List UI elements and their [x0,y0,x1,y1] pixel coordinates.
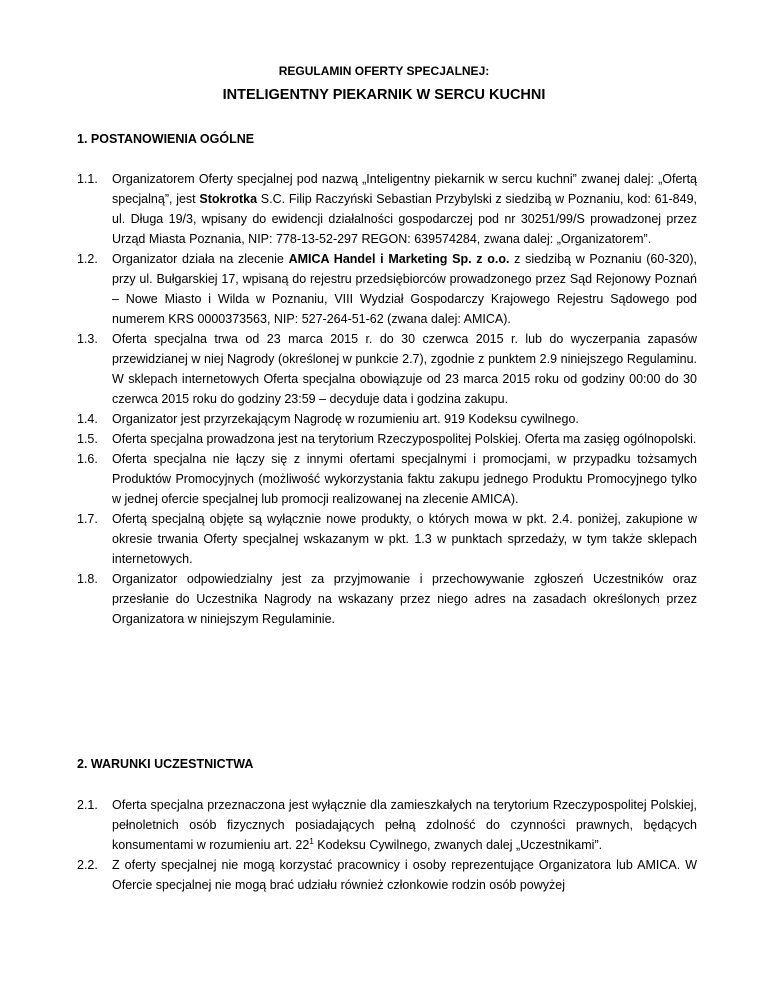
clause-1-2: 1.2. Organizator działa na zlecenie AMICA Handel i Marketing Sp. z o.o. z siedzibą w Poznaniu (60-320), przy ul. Bułgarskiej 17, wpisaną do rejestru przedsiębiorców prowadzonego przez Sąd Rejonowy Poznań – Nowe Miasto i Wilda w Poznaniu, VIII Wydział Gospodarczy Krajowego Rejestru Sądowego pod numerem KRS 0000373563, NIP: 527-264-51-62 (zwana dalej: AMICA). [77,249,697,329]
clause-number: 1.2. [77,252,98,266]
clause-1-4: 1.4. Organizator jest przyrzekającym Nagrodę w rozumieniu art. 919 Kodeksu cywilnego. [77,409,697,429]
section-1-list [77,169,697,629]
clause-1-8: 1.8. Organizator odpowiedzialny jest za przyjmowanie i przechowywanie zgłoszeń Uczestników oraz przesłanie do Uczestnika Nagrody na wskazany przez niego adres na zasadach określonych przez Organizatora w niniejszym Regulaminie. [77,569,697,629]
clause-number: 1.1. [77,172,98,186]
clause-1-7: 1.7. Ofertą specjalną objęte są wyłącznie nowe produkty, o których mowa w pkt. 2.4. poniżej, zakupione w okresie trwania Oferty specjalnej wskazanym w pkt. 1.3 w punktach sprzedaży, w tym także sklepach internetowych. [77,509,697,569]
clause-2-2: 2.2. Z oferty specjalnej nie mogą korzystać pracownicy i osoby reprezentujące Organizatora lub AMICA. W Ofercie specjalnej nie mogą brać udziału również członkowie rodzin osób powyżej [77,855,697,895]
section-2-list [77,795,697,895]
clause-number: 2.1. [77,798,98,812]
clause-1-6: 1.6. Oferta specjalna nie łączy się z innymi ofertami specjalnymi i promocjami, w przypadku tożsamych Produktów Promocyjnych (możliwość wykorzystania faktu zakupu jednego Produktu Promocyjnego tylko w jednej ofercie specjalnej lub promocji realizowanej na zlecenie AMICA). [77,449,697,509]
company-name: AMICA Handel i Marketing Sp. z o.o. [288,252,510,266]
clause-number: 1.3. [77,332,98,346]
clause-number: 1.5. [77,432,98,446]
document-supertitle: REGULAMIN OFERTY SPECJALNEJ: [278,64,490,78]
section-2-heading: 2. WARUNKI UCZESTNICTWA [77,757,254,771]
organizer-name: Stokrotka [199,192,258,206]
clause-number: 1.8. [77,572,98,586]
clause-number: 1.7. [77,512,98,526]
clause-number: 2.2. [77,858,98,872]
document-title: INTELIGENTNY PIEKARNIK W SERCU KUCHNI [222,87,546,103]
footnote-superscript: 1 [309,836,314,846]
section-1-heading: 1. POSTANOWIENIA OGÓLNE [77,132,255,146]
clause-2-1: 2.1. Oferta specjalna przeznaczona jest wyłącznie dla zamieszkałych na terytorium Rzeczypospolitej Polskiej, pełnoletnich osób fizycznych posiadających pełną zdolność do czynności prawnych, będących konsumentami w rozumieniu art. $22^1$ Kodeksu Cywilnego, zwanych dalej „Uczestnikami”. [77,795,697,855]
clause-1-1: 1.1. Organizatorem Oferty specjalnej pod nazwą „Inteligentny piekarnik w sercu kuchni” zwanej dalej: „Ofertą specjalną”, jest Stokrotka S.C. Filip Raczyński Sebastian Przybylski z siedzibą w Poznaniu, kod: 61-849, ul. Długa 19/3, wpisany do ewidencji działalności gospodarczej pod nr 30251/99/S prowadzonej przez Urząd Miasta Poznania, NIP: 778-13-52-297 REGON: 639574284, zwana dalej: „Organizatorem”. [77,169,697,249]
clause-number: 1.6. [77,452,98,466]
clause-number: 1.4. [77,412,98,426]
clause-1-3: 1.3. Oferta specjalna trwa od 23 marca 2015 r. do 30 czerwca 2015 r. lub do wyczerpania zapasów przewidzianej w niej Nagrody (określonej w punkcie 2.7), zgodnie z punktem 2.9 niniejszego Regulaminu. W sklepach internetowych Oferta specjalna obowiązuje od 23 marca 2015 roku od godziny 00:00 do 30 czerwca 2015 roku do godziny 23:59 – decyduje data i godzina zakupu. [77,329,697,409]
clause-1-5: 1.5. Oferta specjalna prowadzona jest na terytorium Rzeczypospolitej Polskiej. Oferta ma zasięg ogólnopolski. [77,429,697,449]
